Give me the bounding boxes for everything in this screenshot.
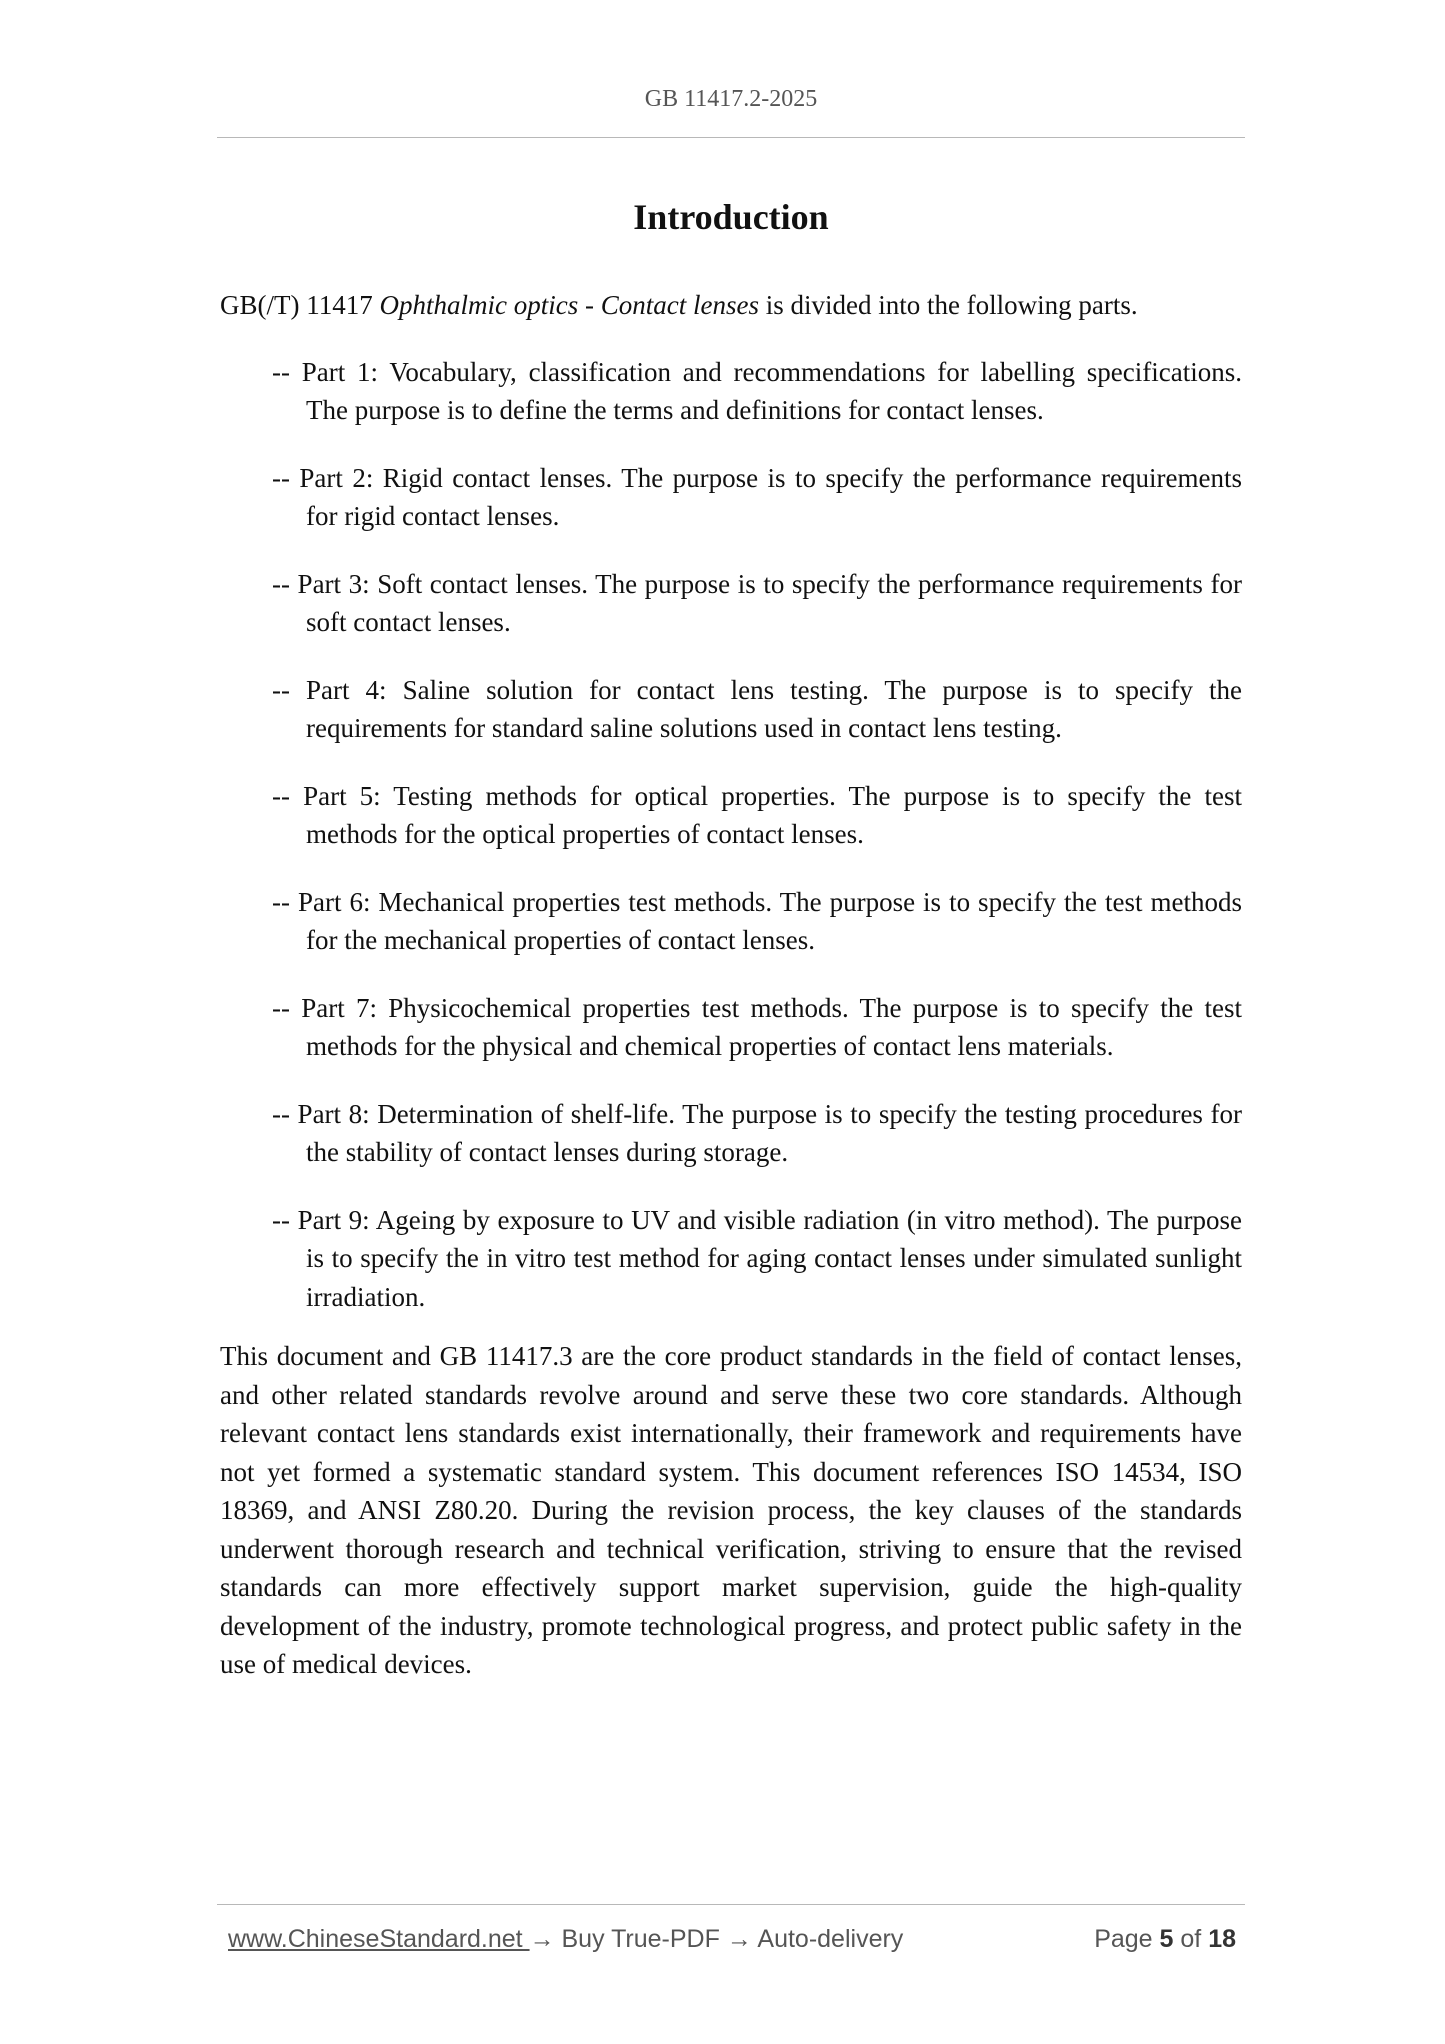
- page-label: Page: [1094, 1925, 1160, 1953]
- total-pages-number: 18: [1208, 1925, 1236, 1953]
- list-item-part-3: -- Part 3: Soft contact lenses. The purpose is to specify the performance requirements for soft contact lenses.: [272, 568, 1242, 637]
- list-item-part-6: -- Part 6: Mechanical properties test methods. The purpose is to specify the test methods for the mechanical properties of contact lenses.: [272, 886, 1242, 955]
- page-footer: [228, 1925, 1236, 1954]
- list-item-part-8: -- Part 8: Determination of shelf-life. The purpose is to specify the testing procedures for the stability of contact lenses during storage.: [272, 1098, 1242, 1167]
- footer-tagline: → Buy True-PDF → Auto-delivery: [529, 1925, 904, 1953]
- header-divider: [217, 137, 1245, 138]
- intro-suffix: is divided into the following parts.: [758, 290, 1138, 320]
- list-item-part-4: -- Part 4: Saline solution for contact lens testing. The purpose is to specify the requirements for standard saline solutions used in contact lens testing.: [272, 674, 1242, 743]
- running-header: GB 11417.2-2025: [644, 86, 818, 112]
- list-item-part-7: -- Part 7: Physicochemical properties test methods. The purpose is to specify the test methods for the physical and chemical properties of contact lens materials.: [272, 992, 1242, 1061]
- document-body: [220, 286, 1242, 1684]
- intro-title-part1: Ophthalmic optics: [379, 290, 579, 320]
- intro-title-part2: Contact lenses: [600, 290, 759, 320]
- website-link[interactable]: www.ChineseStandard.net: [228, 1925, 530, 1953]
- intro-prefix: GB(/T) 11417: [220, 290, 380, 320]
- list-item-part-1: -- Part 1: Vocabulary, classification and recommendations for labelling specifications. The purpose is to define the terms and definitions for contact lenses.: [272, 356, 1242, 425]
- page-indicator: [1094, 1925, 1236, 1954]
- of-label: of: [1173, 1925, 1209, 1953]
- footer-divider: [217, 1904, 1245, 1905]
- list-item-part-5: -- Part 5: Testing methods for optical properties. The purpose is to specify the test methods for the optical properties of contact lenses.: [272, 780, 1242, 849]
- intro-separator: -: [578, 290, 601, 320]
- current-page-number: 5: [1159, 1925, 1174, 1953]
- list-item-part-9: -- Part 9: Ageing by exposure to UV and visible radiation (in vitro method). The purpose is to specify the in vitro test method for aging contact lenses under simulated sunlight irradiation.: [272, 1204, 1242, 1312]
- intro-paragraph: [220, 286, 1242, 325]
- parts-list: [220, 353, 1242, 1317]
- closing-paragraph: This document and GB 11417.3 are the core product standards in the field of contact lenses, and other related standards revolve around and serve these two core standards. Although relevant contact lens standards exist internationally, their framework and requirements have not yet formed a systematic standard system. This document references ISO 14534, ISO 18369, and ANSI Z80.20. During the revision process, the key clauses of the standards underwent thorough research and technical verification, striving to ensure that the revised standards can more effectively support market supervision, guide the high-quality development of the industry, promote technological progress, and protect public safety in the use of medical devices.: [220, 1341, 1242, 1679]
- page-title: Introduction: [633, 197, 829, 237]
- list-item-part-2: -- Part 2: Rigid contact lenses. The purpose is to specify the performance requirements for rigid contact lenses.: [272, 462, 1242, 531]
